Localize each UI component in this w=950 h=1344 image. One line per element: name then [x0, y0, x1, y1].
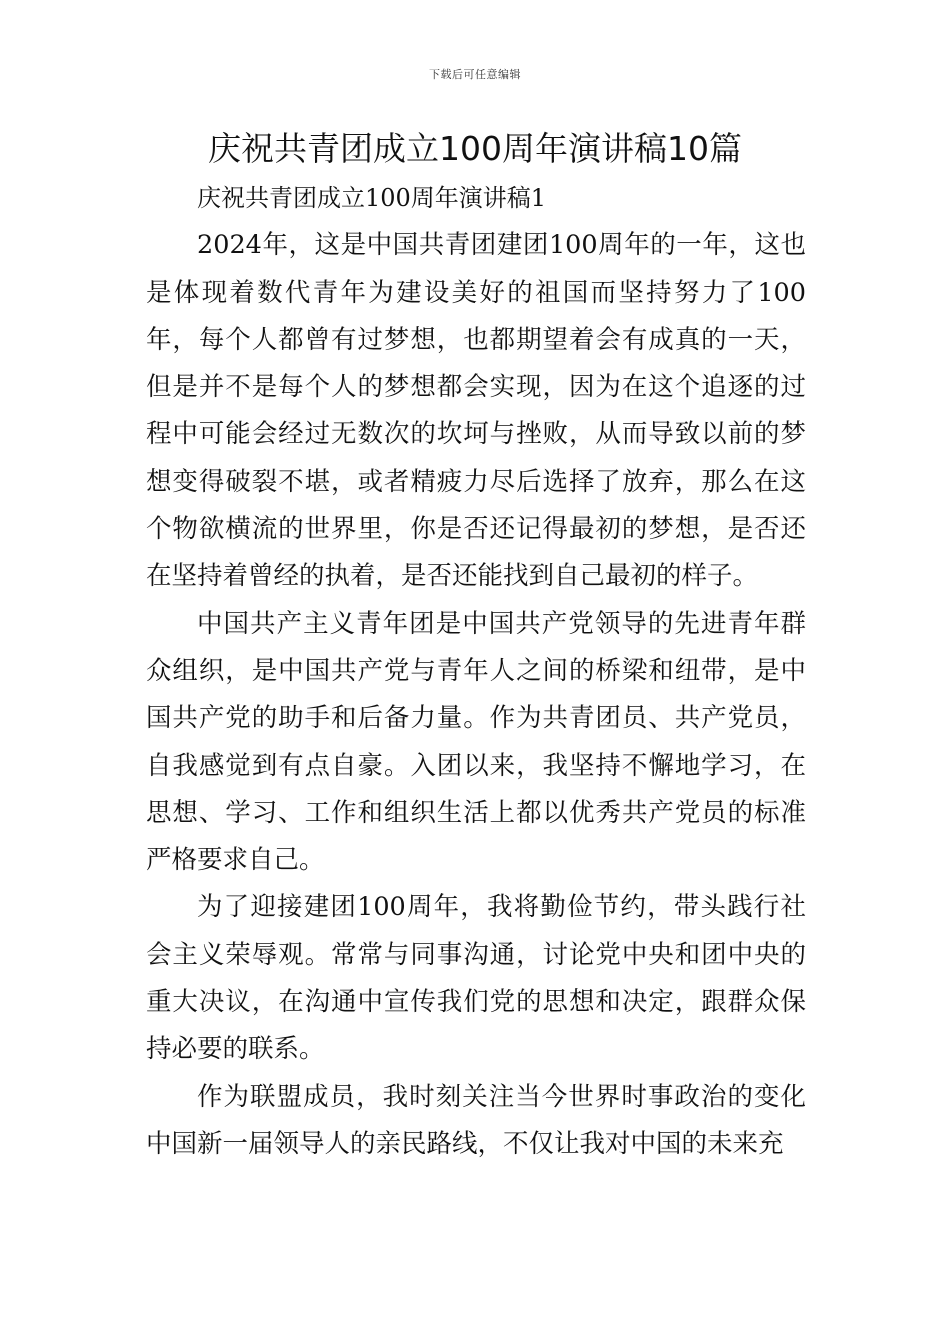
paragraph-2: 中国共产主义青年团是中国共产党领导的先进青年群众组织，是中国共产党与青年人之间的桥梁和纽带，是中国共产党的助手和后备力量。作为共青团员、共产党员，自我感觉到有点自豪。入团以来，我坚持不懈地学习，在思想、学习、工作和组织生活上都以优秀共产党员的标准严格要求自己。 [146, 608, 806, 876]
paragraph-1: 2024年，这是中国共青团建团100周年的一年，这也是体现着数代青年为建设美好的祖国而坚持努力了100年，每个人都曾有过梦想，也都期望着会有成真的一天，但是并不是每个人的梦想都会实现，因为在这个追逐的过程中可能会经过无数次的坎坷与挫败，从而导致以前的梦想变得破裂不堪，或者精疲力尽后选择了放弃，那么在这个物欲横流的世界里，你是否还记得最初的梦想，是否还在坚持着曾经的执着，是否还能找到自己最初的样子。 [146, 230, 806, 592]
section-subtitle: 庆祝共青团成立100周年演讲稿1 [197, 184, 547, 212]
paragraph-3: 为了迎接建团100周年，我将勤俭节约，带头践行社会主义荣辱观。常常与同事沟通，讨论党中央和团中央的重大决议，在沟通中宣传我们党的思想和决定，跟群众保持必要的联系。 [146, 892, 806, 1065]
paragraph-4: 作为联盟成员，我时刻关注当今世界时事政治的变化中国新一届领导人的亲民路线，不仅让我对中国的未来充 [146, 1081, 806, 1159]
document-title: 庆祝共青团成立100周年演讲稿10篇 [208, 129, 742, 168]
header-note: 下载后可任意编辑 [429, 68, 521, 81]
document-body [146, 175, 806, 1168]
